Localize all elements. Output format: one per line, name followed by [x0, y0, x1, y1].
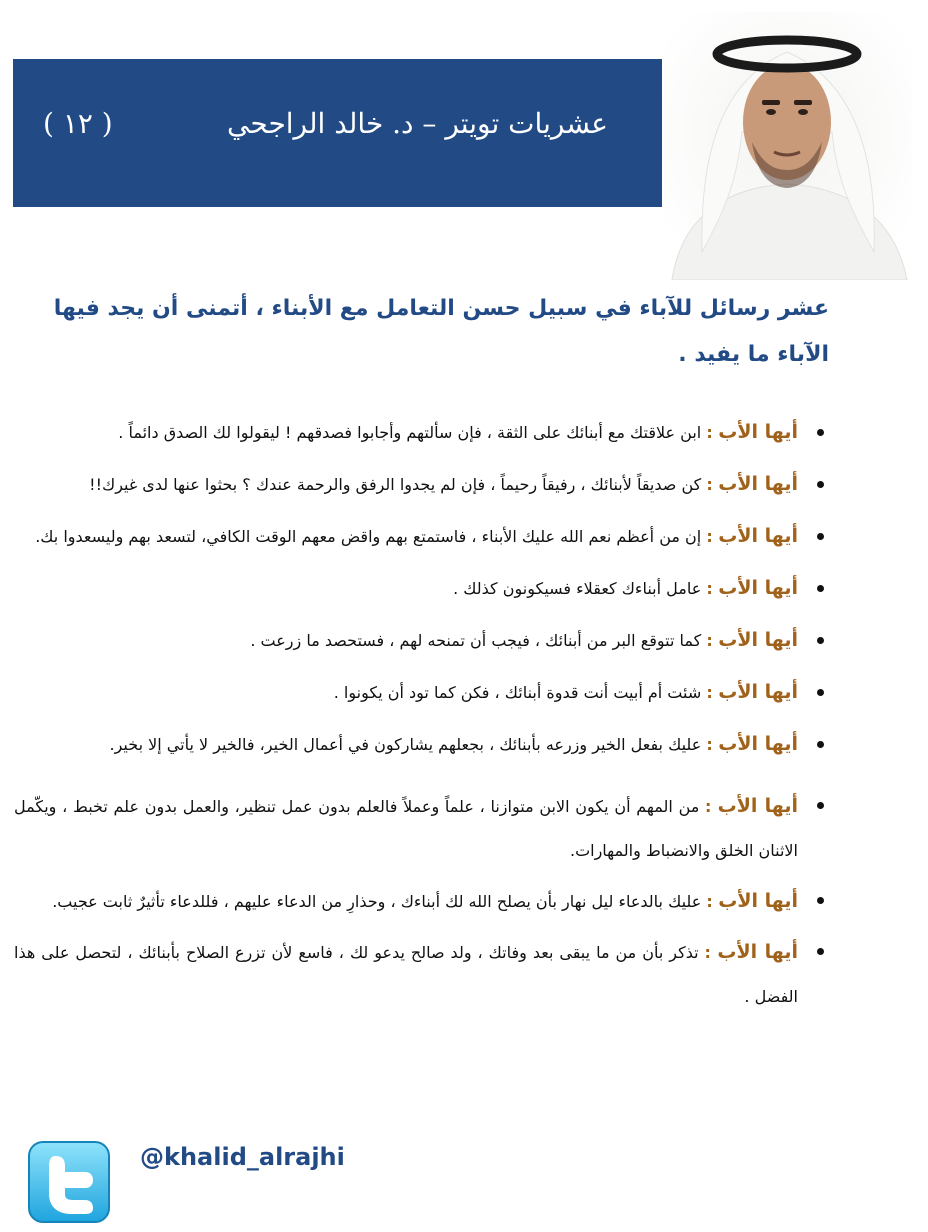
twitter-bird-icon [27, 1140, 111, 1224]
item-lead: أيها الأب [718, 577, 798, 599]
item-text: شئت أم أبيت أنت قدوة أبنائك ، فكن كما تود أن يكونوا . [333, 683, 707, 702]
banner-number: ( ١٢ ) [43, 107, 113, 140]
header-banner [13, 59, 668, 207]
bullet-icon [817, 689, 824, 696]
item-lead: أيها الأب [718, 733, 798, 755]
item-lead: أيها الأب [718, 525, 798, 547]
list-item: أيها الأب : شئت أم أبيت أنت قدوة أبنائك ، فكن كما تود أن يكونوا . [14, 680, 824, 705]
twitter-handle[interactable]: @khalid_alrajhi [140, 1143, 345, 1171]
list-item: أيها الأب : إن من أعظم نعم الله عليك الأبناء ، فاستمتع بهم واقض معهم الوقت الكافي، لتسعد بهم وليسعدوا بك. [14, 524, 824, 549]
list-item: أيها الأب : عامل أبناءك كعقلاء فسيكونون كذلك . [14, 576, 824, 601]
bullet-icon [817, 948, 824, 955]
list-item: أيها الأب : عليك بفعل الخير وزرعه بأبنائك ، بجعلهم يشاركون في أعمال الخير، فالخير لا يأتي إلا بخير. [14, 732, 824, 757]
list-item: أيها الأب : كما تتوقع البر من أبنائك ، فيجب أن تمنحه لهم ، فستحصد ما زرعت . [14, 628, 824, 653]
list-item: أيها الأب : من المهم أن يكون الابن متوازنا ، علماً وعملاً فالعلم بدون عمل تنظير، والعمل بدون علم تخبط ، ويكّمل الاثنان الخلق والانضباط والمهارات. [14, 784, 824, 873]
author-portrait [662, 12, 912, 280]
item-text: كن صديقاً لأبنائك ، رفيقاً رحيماً ، فإن لم يجدوا الرفق والرحمة عندك ؟ بحثوا عنها لدى غيرك!! [89, 475, 707, 494]
item-lead: أيها الأب [718, 473, 798, 495]
messages-list [14, 420, 824, 1025]
item-text: من المهم أن يكون الابن متوازنا ، علماً وعملاً فالعلم بدون عمل تنظير، والعمل بدون علم تخبط ، ويكّمل الاثنان الخلق والانضباط والمهارات. [14, 797, 798, 860]
bullet-icon [817, 585, 824, 592]
item-lead: أيها الأب [718, 421, 798, 443]
item-text: عامل أبناءك كعقلاء فسيكونون كذلك . [453, 579, 707, 598]
bullet-icon [817, 429, 824, 436]
intro-heading: عشر رسائل للآباء في سبيل حسن التعامل مع الأبناء ، أتمنى أن يجد فيها الآباء ما يفيد . [53, 296, 829, 367]
item-lead: أيها الأب [717, 795, 798, 817]
item-text: عليك بالدعاء ليل نهار بأن يصلح الله لك أبناءك ، وحذارِ من الدعاء عليهم ، فللدعاء تأثيرٌ ثابت عجيب. [52, 892, 707, 911]
list-item: أيها الأب : ابن علاقتك مع أبنائك على الثقة ، فإن سألتهم وأجابوا فصدقهم ! ليقولوا لك الصدق دائماً . [14, 420, 824, 445]
list-item: أيها الأب : كن صديقاً لأبنائك ، رفيقاً رحيماً ، فإن لم يجدوا الرفق والرحمة عندك ؟ بحثوا عنها لدى غيرك!! [14, 472, 824, 497]
item-lead: أيها الأب [717, 941, 798, 963]
list-item: أيها الأب : تذكر بأن من ما يبقى بعد وفاتك ، ولد صالح يدعو لك ، فاسع لأن تزرع الصلاح بأبنائك ، لتحصل على هذا الفضل . [14, 930, 824, 1019]
banner-title: عشريات تويتر – د. خالد الراجحي [227, 107, 608, 140]
item-lead: أيها الأب [718, 629, 798, 651]
item-text: تذكر بأن من ما يبقى بعد وفاتك ، ولد صالح يدعو لك ، فاسع لأن تزرع الصلاح بأبنائك ، لتحصل على هذا الفضل . [14, 943, 798, 1006]
list-item: أيها الأب : عليك بالدعاء ليل نهار بأن يصلح الله لك أبناءك ، وحذارِ من الدعاء عليهم ، فللدعاء تأثيرٌ ثابت عجيب. [14, 879, 824, 924]
bullet-icon [817, 637, 824, 644]
bullet-icon [817, 481, 824, 488]
bullet-icon [817, 802, 824, 809]
bullet-icon [817, 741, 824, 748]
bullet-icon [817, 533, 824, 540]
bullet-icon [817, 897, 824, 904]
item-text: إن من أعظم نعم الله عليك الأبناء ، فاستمتع بهم واقض معهم الوقت الكافي، لتسعد بهم وليسعدوا بك. [35, 527, 707, 546]
item-text: عليك بفعل الخير وزرعه بأبنائك ، بجعلهم يشاركون في أعمال الخير، فالخير لا يأتي إلا بخير. [109, 735, 707, 754]
item-text: ابن علاقتك مع أبنائك على الثقة ، فإن سألتهم وأجابوا فصدقهم ! ليقولوا لك الصدق دائماً . [118, 423, 707, 442]
item-text: كما تتوقع البر من أبنائك ، فيجب أن تمنحه لهم ، فستحصد ما زرعت . [250, 631, 707, 650]
item-lead: أيها الأب [718, 890, 798, 912]
item-lead: أيها الأب [718, 681, 798, 703]
